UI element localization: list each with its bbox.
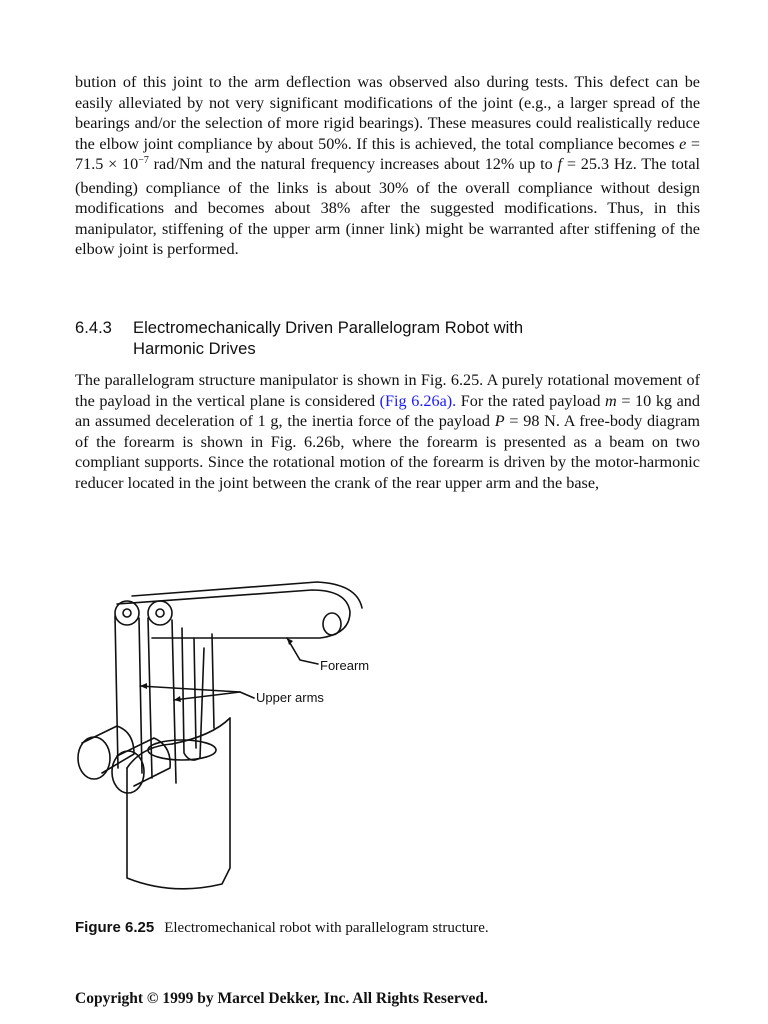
upper-arm-1-b [139, 618, 142, 773]
forearm-hole [323, 613, 341, 635]
figure-reference-link[interactable]: (Fig 6.26a). [379, 391, 457, 410]
section-title-line-2: Harmonic Drives [133, 339, 256, 358]
pin-right [148, 601, 172, 625]
upper-arm-4 [212, 634, 214, 728]
exponent: −7 [138, 155, 149, 166]
symbol-P: P [494, 412, 505, 430]
paragraph-1-text-c: rad/Nm and the natural frequency increases about 12% up to [148, 155, 558, 173]
symbol-f: f [557, 155, 563, 173]
upper-arms-leader-2 [174, 692, 240, 700]
paragraph-2-text-c: = 10 kg and an assumed deceleration of 1 g, the inertia force of the payload [75, 391, 700, 430]
caption-text: Electromechanical robot with parallelogram structure. [164, 920, 489, 936]
forearm-arrow [287, 638, 293, 645]
paragraph-1-text-a: bution of this joint to the arm deflection was observed also during tests. This defect can be easily alleviated by not very significant modifications of the joint (e.g., a larger spread of the bearings and/or the selection of more rigid bearings). These measures could realistically reduce the elbow joint compliance by about 50%. If this is achieved, the total compliance becomes [75, 73, 700, 153]
copyright-footer: Copyright © 1999 by Marcel Dekker, Inc. All Rights Reserved. [75, 990, 488, 1007]
base-top-ellipse [148, 740, 216, 760]
paragraph-1-text-d: = 25.3 Hz. The total (bending) compliance of the links is about 30% of the overall compliance without design modifications and becomes about 38% after the suggested modifications. Thus, in this manipulator, stiffening of the upper arm (inner link) might be warranted after stiffening of the elbow joint is performed. [75, 155, 700, 258]
upper-arm-2-b [172, 620, 176, 783]
caption-label: Figure 6.25 [75, 919, 155, 936]
motor-1-face [78, 737, 110, 779]
paragraph-2-text-a: The parallelogram structure manipulator is shown in Fig. 6.25. A purely rotational movement of the payload in the vertical plane is considered [75, 371, 700, 410]
pin-right-inner [156, 609, 164, 617]
robot-figure [72, 568, 402, 908]
symbol-e: e [679, 134, 687, 153]
paragraph-2 [75, 370, 700, 493]
section-title-line-1: Electromechanically Driven Parallelogram Robot with [133, 318, 524, 337]
paragraph-1-text-b: = 71.5 × 10 [75, 134, 700, 173]
upper-arms-arrow-2 [174, 696, 181, 702]
paragraph-1 [75, 72, 700, 260]
section-heading [75, 317, 523, 359]
upper-arm-1-a [115, 616, 118, 768]
upper-arm-3-inner [194, 638, 196, 748]
paragraph-2-text-b: For the rated payload [456, 391, 606, 410]
label-forearm: Forearm [320, 658, 370, 673]
figure-caption [75, 918, 489, 938]
forearm-beam [117, 590, 350, 638]
pin-left [115, 601, 139, 625]
pin-left-inner [123, 609, 131, 617]
section-number: 6.4.3 [75, 318, 112, 337]
paragraph-2-text-d: = 98 N. A free-body diagram of the forearm is shown in Fig. 6.26b, where the forearm is presented as a beam on two compliant supports. Since the rotational motion of the forearm is driven by the motor-harmonic reducer located in the joint between the crank of the rear upper arm and the base, [75, 412, 700, 492]
label-upper-arms: Upper arms [256, 690, 324, 705]
symbol-m: m [605, 391, 617, 410]
